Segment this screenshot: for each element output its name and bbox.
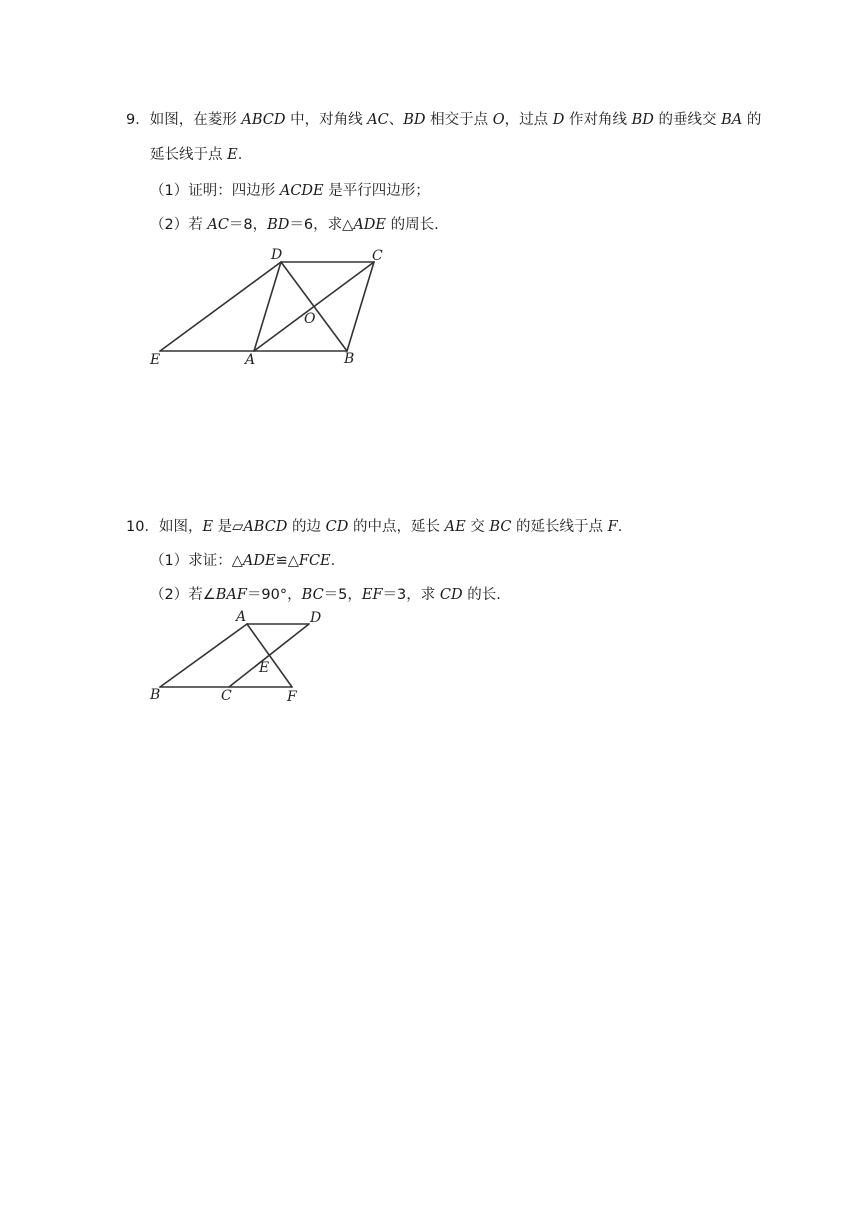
text-run: 中，对角线	[285, 112, 368, 128]
text-run: ＝3，求	[382, 587, 440, 603]
problem-10-figure-lines	[160, 624, 309, 687]
math-variable: ACDE	[279, 183, 324, 199]
label-B-10: B	[150, 687, 161, 703]
math-variable: AE	[444, 519, 466, 535]
text-run: ＝8，	[228, 217, 268, 233]
text-run: 的中点，延长	[348, 519, 445, 535]
math-variable: BAF	[215, 587, 247, 603]
segment-AD	[254, 262, 281, 351]
text-run: 的周长.	[386, 217, 439, 233]
text-run: （1）求证：△	[150, 553, 243, 569]
text-run: ，过点	[504, 112, 553, 128]
text-run: ＝6，求△	[289, 217, 354, 233]
text-run: 的边	[287, 519, 326, 535]
text-run: 的垂线交	[653, 112, 722, 128]
label-A: A	[245, 352, 256, 368]
math-variable: BC	[489, 519, 512, 535]
math-variable: FCE	[298, 553, 331, 569]
problem-9-figure-lines	[160, 262, 374, 351]
segment-ED	[160, 262, 281, 351]
label-A-10: A	[236, 609, 247, 625]
text-run: .	[617, 519, 623, 535]
text-run: 延长线于点	[150, 147, 228, 163]
math-variable: ABCD	[243, 519, 288, 535]
text-run: .	[330, 553, 336, 569]
text-run: 如图，	[158, 519, 203, 535]
label-E: E	[150, 352, 161, 368]
segment-AF	[247, 624, 292, 687]
text-run: 的长.	[462, 587, 501, 603]
math-variable: O	[492, 112, 505, 128]
text-run: 、	[388, 112, 404, 128]
problem-10-part-1	[150, 551, 335, 571]
label-O: O	[304, 311, 316, 327]
segment-DB	[281, 262, 347, 351]
text-run: 作对角线	[564, 112, 632, 128]
problem-10-stem-line-1	[126, 517, 622, 537]
math-variable: AC	[207, 217, 229, 233]
text-run: ＝5，	[323, 587, 362, 603]
label-B: B	[344, 351, 355, 367]
math-variable: EF	[361, 587, 383, 603]
math-variable: ABCD	[241, 112, 286, 128]
segment-CB	[347, 262, 374, 351]
text-run: （1）证明：四边形	[150, 183, 280, 199]
text-run: 是平行四边形；	[323, 183, 430, 199]
math-variable: F	[607, 519, 618, 535]
math-variable: CD	[325, 519, 349, 535]
label-D: D	[271, 247, 283, 263]
math-variable: BD	[631, 112, 654, 128]
math-variable: BD	[403, 112, 426, 128]
text-run: 相交于点	[425, 112, 493, 128]
math-variable: E	[227, 147, 238, 163]
math-variable: E	[202, 519, 214, 535]
math-variable: ADE	[353, 217, 387, 233]
label-C: C	[372, 248, 383, 264]
math-variable: CD	[439, 587, 463, 603]
math-variable: BA	[721, 112, 743, 128]
math-variable: D	[552, 112, 565, 128]
math-variable: BC	[301, 587, 324, 603]
text-run: 交	[465, 519, 490, 535]
text-run: ≌△	[275, 553, 299, 569]
math-variable: BD	[267, 217, 290, 233]
label-D-10: D	[310, 610, 322, 626]
label-C-10: C	[221, 688, 232, 704]
text-run: .	[237, 147, 243, 163]
problem-10-number: 10．	[126, 519, 159, 535]
text-run: （2）若	[150, 217, 208, 233]
text-run: （2）若∠	[150, 587, 216, 603]
label-E-10: E	[259, 660, 270, 676]
segment-BA	[160, 624, 247, 687]
text-run: 的延长线于点	[511, 519, 608, 535]
text-run: 的	[742, 112, 762, 128]
problem-10-part-2	[150, 585, 501, 605]
math-variable: AC	[367, 112, 389, 128]
problem-10-stem-text	[159, 519, 622, 535]
math-variable: ADE	[242, 553, 276, 569]
label-F-10: F	[287, 689, 297, 705]
text-run: ＝90°，	[246, 587, 302, 603]
text-run: 如图，在菱形	[149, 112, 242, 128]
text-run: 是▱	[213, 519, 244, 535]
problem-9-number: 9．	[126, 112, 150, 128]
